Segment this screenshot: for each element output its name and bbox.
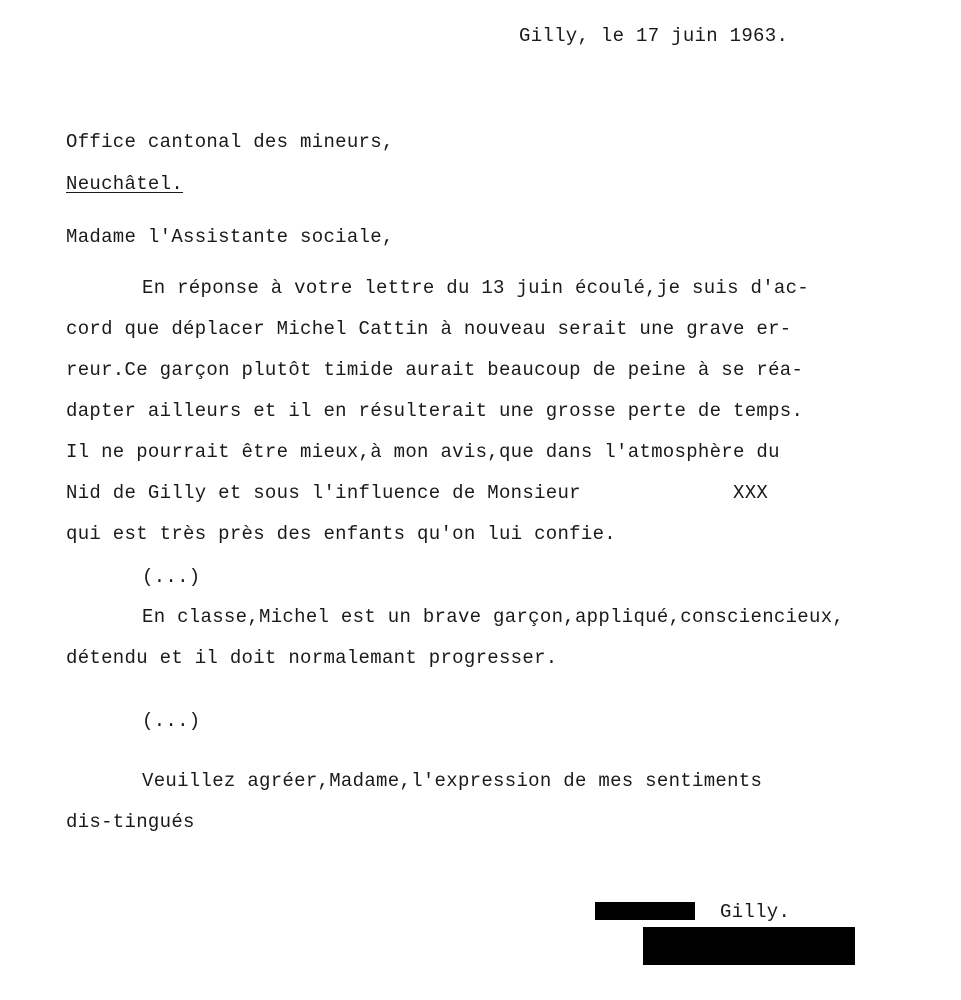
closing-line-2: dis-tingués	[66, 811, 195, 833]
signature-redaction-1	[595, 902, 695, 920]
ellipsis-2: (...)	[142, 710, 201, 732]
closing-line-1: Veuillez agréer,Madame,l'expression de mes sentiments	[142, 770, 763, 792]
paragraph1-line-7: qui est très près des enfants qu'on lui confie.	[66, 523, 616, 545]
paragraph1-line-4: dapter ailleurs et il en résulterait une grosse perte de temps.	[66, 400, 804, 422]
paragraph1-line-5: Il ne pourrait être mieux,à mon avis,que dans l'atmosphère du	[66, 441, 780, 463]
paragraph2-line-1: En classe,Michel est un brave garçon,appliqué,consciencieux,	[142, 606, 845, 628]
signature-redaction-2	[643, 927, 855, 965]
recipient-line-2: Neuchâtel.	[66, 173, 184, 195]
recipient-line-1: Office cantonal des mineurs,	[66, 131, 394, 153]
paragraph1-line-3: reur.Ce garçon plutôt timide aurait beaucoup de peine à se réa-	[66, 359, 804, 381]
place-date: Gilly, le 17 juin 1963.	[519, 25, 789, 47]
paragraph2-line-2: détendu et il doit normalemant progresser.	[66, 647, 558, 669]
ellipsis-1: (...)	[142, 566, 201, 588]
salutation: Madame l'Assistante sociale,	[66, 226, 394, 248]
paragraph1-line-1: En réponse à votre lettre du 13 juin écoulé,je suis d'ac-	[142, 277, 810, 299]
paragraph1-line-2: cord que déplacer Michel Cattin à nouveau serait une grave er-	[66, 318, 792, 340]
signature-place: Gilly.	[720, 901, 791, 923]
redacted-name-placeholder: XXX	[733, 482, 769, 504]
paragraph1-line-6: Nid de Gilly et sous l'influence de Monsieur	[66, 482, 581, 504]
